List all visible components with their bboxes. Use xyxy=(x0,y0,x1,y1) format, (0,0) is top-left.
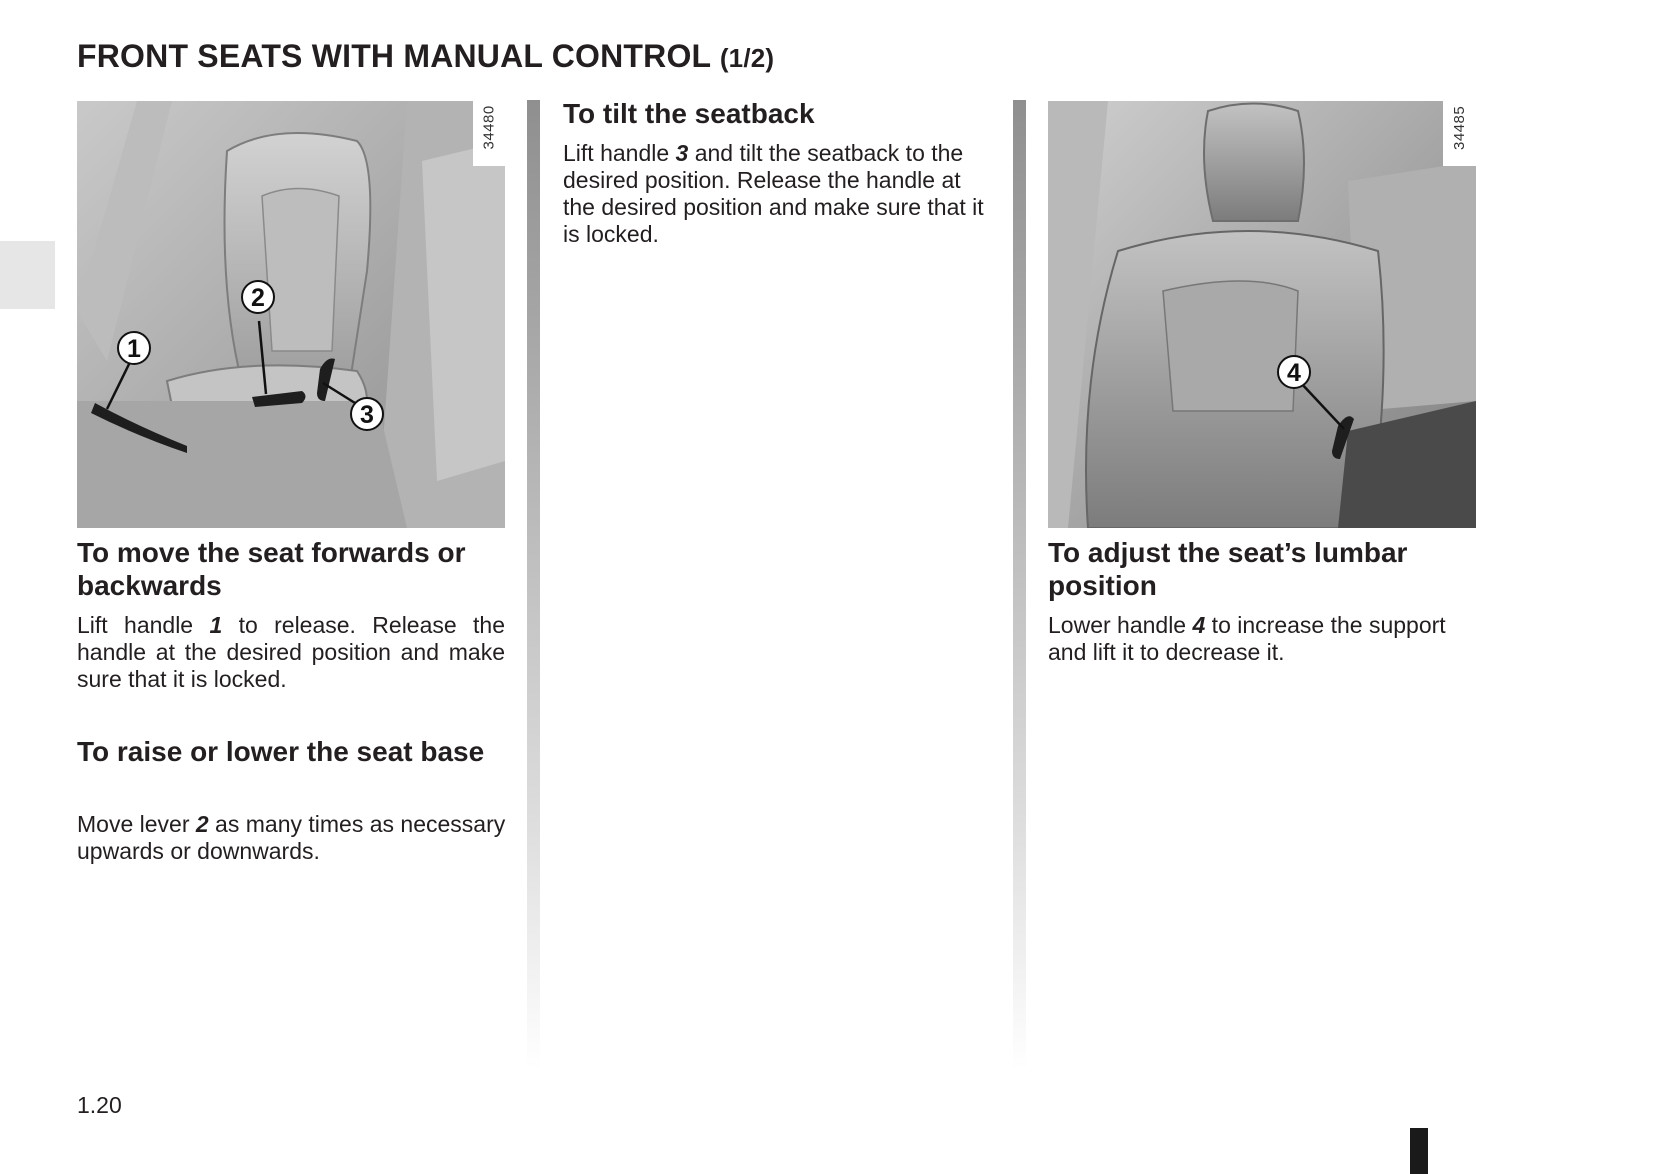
heading-raise-seat: To raise or lower the seat base xyxy=(77,736,485,767)
section-tab xyxy=(0,241,55,309)
heading-tilt-seatback: To tilt the seatback xyxy=(563,98,815,129)
page-edge-marker xyxy=(1410,1128,1428,1174)
callout-2: 2 xyxy=(251,284,265,312)
heading-lumbar: To adjust the seat’s lumbar position xyxy=(1048,537,1408,601)
page-title xyxy=(77,38,774,75)
title-main: FRONT SEATS WITH MANUAL CONTROL xyxy=(77,38,711,74)
text-raise-seat: Move lever 2 as many times as necessary upwards or downwards. xyxy=(77,811,506,864)
lumbar-control-illustration xyxy=(1048,101,1476,528)
seat-back-insert xyxy=(1163,281,1298,411)
seat-back-insert xyxy=(262,189,339,352)
heading-move-seat: To move the seat forwards or backwards xyxy=(77,537,466,601)
figure-ref-code: 34480 xyxy=(480,105,498,150)
callout-3: 3 xyxy=(360,401,374,429)
callout-4: 4 xyxy=(1287,359,1301,387)
figure-seat-controls xyxy=(77,101,505,528)
handle-ref-1: 1 xyxy=(209,612,223,638)
figure-lumbar-control xyxy=(1048,101,1476,528)
text-lumbar: Lower handle 4 to increase the support and lift it to decrease it. xyxy=(1048,612,1446,665)
title-part: (1/2) xyxy=(719,43,775,73)
page-number: 1.20 xyxy=(77,1092,122,1118)
text-move-seat: Lift handle 1 to release. Release the handle at the desired position and make sure that it is locked. xyxy=(77,612,505,692)
headrest xyxy=(1204,104,1304,222)
text-tilt-seatback: Lift handle 3 and tilt the seatback to the desired position. Release the handle at the desired position and make sure that it is locked. xyxy=(563,140,984,247)
figure-ref-code: 34485 xyxy=(1451,105,1468,150)
seat-controls-illustration xyxy=(77,101,505,528)
column-divider-right xyxy=(1013,100,1026,1070)
column-divider-left xyxy=(527,100,540,1070)
callout-1: 1 xyxy=(127,335,141,363)
figure-ref-box xyxy=(473,101,505,166)
handle-ref-2: 2 xyxy=(195,811,209,837)
handle-ref-3: 3 xyxy=(675,140,689,166)
figure-ref-box xyxy=(1443,101,1476,166)
handle-ref-4: 4 xyxy=(1192,612,1206,638)
